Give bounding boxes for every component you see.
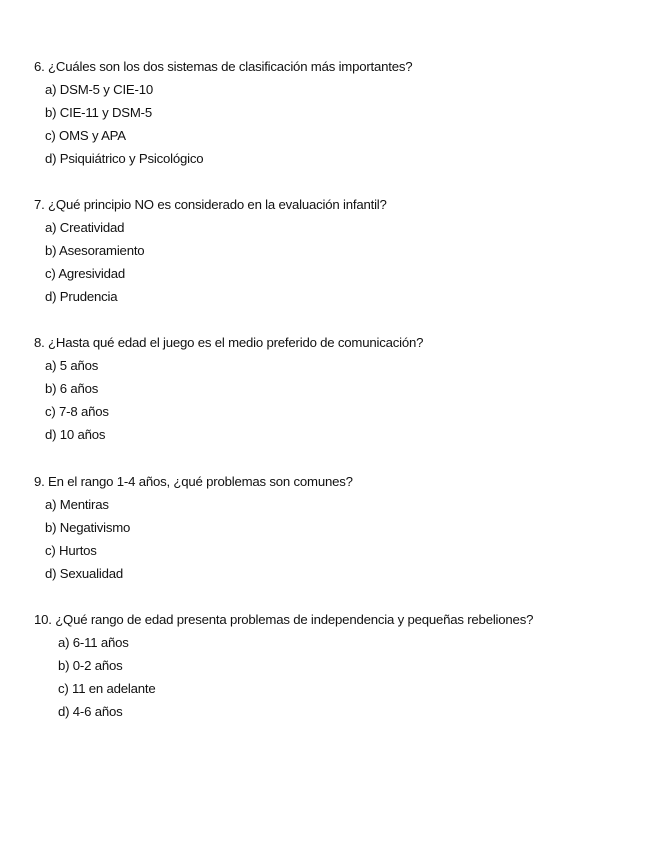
question-7 bbox=[34, 193, 634, 308]
option-list bbox=[34, 631, 634, 723]
question-text: 10. ¿Qué rango de edad presenta problemas de independencia y pequeñas rebeliones? bbox=[34, 612, 534, 627]
option-list bbox=[34, 354, 634, 446]
option-a: a) 5 años bbox=[45, 358, 99, 373]
option-d: d) 10 años bbox=[45, 427, 106, 442]
question-text: 9. En el rango 1-4 años, ¿qué problemas son comunes? bbox=[34, 474, 353, 489]
option-list bbox=[34, 78, 634, 170]
option-d: d) Psiquiátrico y Psicológico bbox=[45, 151, 204, 166]
option-c: c) 7-8 años bbox=[45, 404, 109, 419]
option-a: a) 6-11 años bbox=[58, 635, 129, 650]
question-text: 8. ¿Hasta qué edad el juego es el medio preferido de comunicación? bbox=[34, 335, 424, 350]
option-b: b) Asesoramiento bbox=[45, 243, 145, 258]
option-b: b) CIE-11 y DSM-5 bbox=[45, 105, 153, 120]
option-d: d) Sexualidad bbox=[45, 566, 124, 581]
option-b: b) 0-2 años bbox=[58, 658, 123, 673]
option-b: b) Negativismo bbox=[45, 520, 131, 535]
question-text: 6. ¿Cuáles son los dos sistemas de clasificación más importantes? bbox=[34, 59, 413, 74]
option-c: c) Hurtos bbox=[45, 543, 97, 558]
question-text: 7. ¿Qué principio NO es considerado en la evaluación infantil? bbox=[34, 197, 387, 212]
option-list bbox=[34, 493, 634, 585]
question-10 bbox=[34, 608, 634, 723]
option-a: a) Mentiras bbox=[45, 497, 109, 512]
option-c: c) 11 en adelante bbox=[58, 681, 156, 696]
option-c: c) OMS y APA bbox=[45, 128, 126, 143]
option-a: a) DSM-5 y CIE-10 bbox=[45, 82, 153, 97]
option-d: d) Prudencia bbox=[45, 289, 118, 304]
option-c: c) Agresividad bbox=[45, 266, 126, 281]
option-list bbox=[34, 216, 634, 308]
option-d: d) 4-6 años bbox=[58, 704, 123, 719]
question-8 bbox=[34, 331, 634, 446]
option-b: b) 6 años bbox=[45, 381, 99, 396]
question-6 bbox=[34, 55, 634, 170]
option-a: a) Creatividad bbox=[45, 220, 125, 235]
question-9 bbox=[34, 470, 634, 585]
